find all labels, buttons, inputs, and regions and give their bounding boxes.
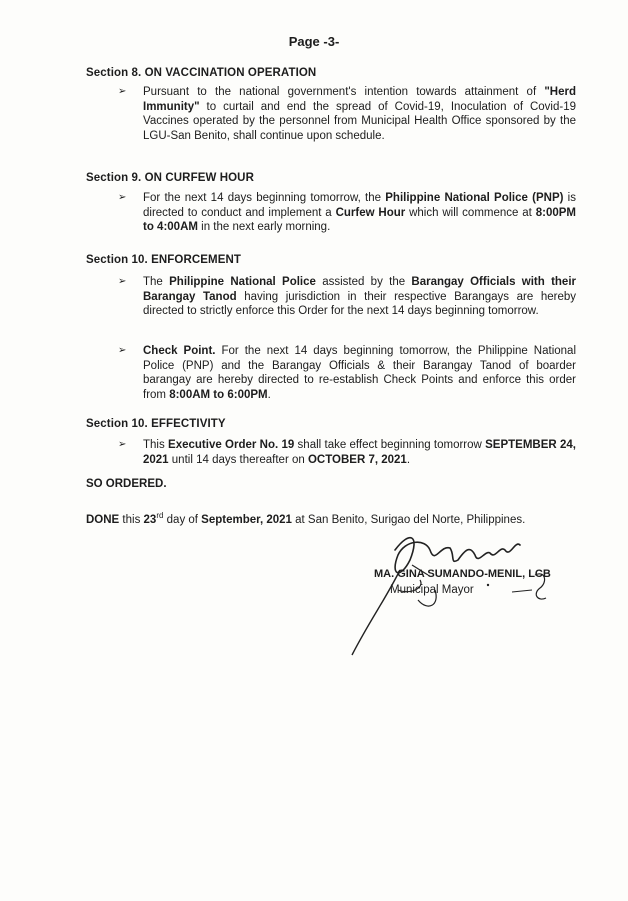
- section-10-heading: Section 10. ENFORCEMENT: [86, 254, 242, 266]
- section-9-paragraph: ➢ For the next 14 days beginning tomorrow, the Philippine National Police (PNP) is directed to conduct and implement a Curfew Hour which will commence at 8:00PM to 4:00AM in the next early morning.: [118, 192, 577, 234]
- section-effectivity-heading: Section 10. EFFECTIVITY: [86, 418, 226, 430]
- page-number: Page -3-: [288, 34, 340, 49]
- section-effectivity-paragraph: ➢ This Executive Order No. 19 shall take effect beginning tomorrow SEPTEMBER 24, 2021 until 14 days thereafter on OCTOBER 7, 2021.: [118, 439, 576, 466]
- section-8-heading: Section 8. ON VACCINATION OPERATION: [86, 67, 317, 79]
- section-8-paragraph: ➢ Pursuant to the national government's intention towards attainment of "Herd Immunity" to curtail and end the spread of Covid-19, Inoculation of Covid-19 Vaccines operated by the personnel from Municipal Health Office sponsored by the LGU-San Benito, shall continue upon schedule.: [118, 86, 576, 142]
- done-statement: DONE this 23rd day of September, 2021 at San Benito, Surigao del Norte, Philippines.: [86, 511, 526, 526]
- signatory-name: MA. GINA SUMANDO-MENIL, LCB: [374, 568, 551, 580]
- section-10-enforcement-paragraph: ➢ The Philippine National Police assisted by the Barangay Officials with their Barangay Tanod having jurisdiction in their respective Barangays are hereby directed to strictly enforce this Order for the next 14 days beginning tomorrow.: [118, 276, 576, 318]
- so-ordered: SO ORDERED.: [86, 478, 167, 490]
- section-9-heading: Section 9. ON CURFEW HOUR: [86, 172, 254, 184]
- bullet-arrow-icon: ➢: [118, 86, 127, 97]
- bullet-arrow-icon: ➢: [118, 439, 127, 450]
- bullet-arrow-icon: ➢: [118, 192, 127, 203]
- signatory-title: Municipal Mayor: [390, 584, 474, 596]
- bullet-arrow-icon: ➢: [118, 276, 127, 287]
- bullet-arrow-icon: ➢: [118, 345, 127, 356]
- section-10-checkpoint-paragraph: ➢ Check Point. For the next 14 days beginning tomorrow, the Philippine National Police (PNP) and the Barangay Officials & their Barangay Tanod of boarder barangay are hereby directed to re-establish Check Points and enforce this order from 8:00AM to 6:00PM.: [118, 345, 577, 401]
